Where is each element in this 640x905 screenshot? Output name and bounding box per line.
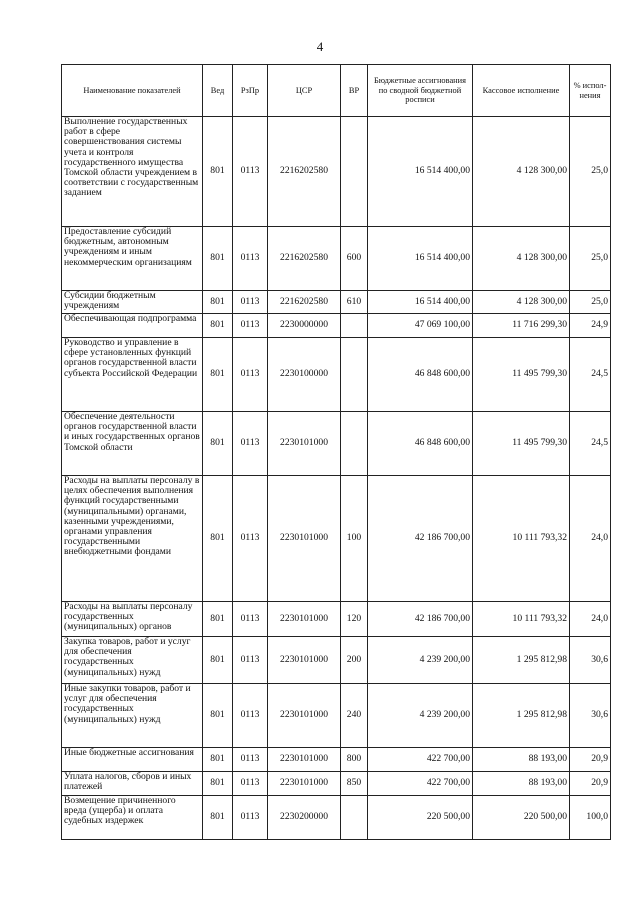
table-row [62, 602, 611, 637]
row-vr [341, 117, 368, 227]
row-cash: 1 295 812,98 [473, 637, 570, 684]
row-cash: 4 128 300,00 [473, 291, 570, 314]
row-csr: 2230101000 [268, 748, 341, 772]
table-row [62, 338, 611, 412]
row-pct: 24,9 [570, 314, 611, 338]
row-vr: 100 [341, 476, 368, 602]
row-vr [341, 796, 368, 840]
row-csr: 2230100000 [268, 338, 341, 412]
row-name: Расходы на выплаты персоналу государственных (муниципальных) органов [62, 602, 203, 637]
row-csr: 2216202580 [268, 117, 341, 227]
row-rzpr: 0113 [233, 772, 268, 796]
row-csr: 2230101000 [268, 637, 341, 684]
row-pct: 24,0 [570, 602, 611, 637]
table-row [62, 412, 611, 476]
row-cash: 11 716 299,30 [473, 314, 570, 338]
row-budget: 4 239 200,00 [368, 684, 473, 748]
header-ved: Вед [203, 65, 233, 117]
row-rzpr: 0113 [233, 684, 268, 748]
row-name: Расходы на выплаты персоналу в целях обеспечения выполнения функций государственными (муниципальными) органами, казенными учреждениями, органами управления государственными внебюджетными фондами [62, 476, 203, 602]
row-name: Руководство и управление в сфере установленных функций органов государственной власти субъекта Российской Федерации [62, 338, 203, 412]
row-rzpr: 0113 [233, 291, 268, 314]
row-budget: 4 239 200,00 [368, 637, 473, 684]
table-row [62, 476, 611, 602]
row-rzpr: 0113 [233, 117, 268, 227]
row-budget: 42 186 700,00 [368, 602, 473, 637]
header-csr: ЦСР [268, 65, 341, 117]
row-ved: 801 [203, 291, 233, 314]
table-row [62, 291, 611, 314]
page-number: 4 [316, 39, 324, 54]
row-ved: 801 [203, 338, 233, 412]
row-name: Иные бюджетные ассигнования [62, 748, 203, 772]
row-pct: 20,9 [570, 772, 611, 796]
row-cash: 220 500,00 [473, 796, 570, 840]
row-ved: 801 [203, 314, 233, 338]
row-rzpr: 0113 [233, 227, 268, 291]
row-budget: 422 700,00 [368, 748, 473, 772]
row-csr: 2230101000 [268, 772, 341, 796]
row-pct: 30,6 [570, 637, 611, 684]
row-name: Субсидии бюджетным учреждениям [62, 291, 203, 314]
row-cash: 1 295 812,98 [473, 684, 570, 748]
table-header-row [62, 65, 611, 117]
row-name: Предоставление субсидий бюджетным, автономным учреждениям и иным некоммерческим организациям [62, 227, 203, 291]
row-name: Иные закупки товаров, работ и услуг для обеспечения государственных (муниципальных) нужд [62, 684, 203, 748]
row-rzpr: 0113 [233, 338, 268, 412]
row-cash: 10 111 793,32 [473, 476, 570, 602]
row-rzpr: 0113 [233, 637, 268, 684]
row-vr: 600 [341, 227, 368, 291]
row-csr: 2230200000 [268, 796, 341, 840]
row-csr: 2216202580 [268, 291, 341, 314]
row-cash: 4 128 300,00 [473, 227, 570, 291]
row-csr: 2230101000 [268, 684, 341, 748]
table-row [62, 748, 611, 772]
row-name: Обеспечивающая подпрограмма [62, 314, 203, 338]
row-budget: 220 500,00 [368, 796, 473, 840]
row-pct: 25,0 [570, 227, 611, 291]
row-rzpr: 0113 [233, 412, 268, 476]
row-cash: 11 495 799,30 [473, 338, 570, 412]
row-ved: 801 [203, 117, 233, 227]
row-name: Закупка товаров, работ и услуг для обеспечения государственных (муниципальных) нужд [62, 637, 203, 684]
header-cash: Кассовое исполнение [473, 65, 570, 117]
table-row [62, 227, 611, 291]
row-vr [341, 338, 368, 412]
row-rzpr: 0113 [233, 748, 268, 772]
row-cash: 4 128 300,00 [473, 117, 570, 227]
row-cash: 11 495 799,30 [473, 412, 570, 476]
row-vr: 240 [341, 684, 368, 748]
table-row [62, 314, 611, 338]
header-rzpr: РзПр [233, 65, 268, 117]
row-budget: 422 700,00 [368, 772, 473, 796]
row-budget: 47 069 100,00 [368, 314, 473, 338]
row-pct: 100,0 [570, 796, 611, 840]
row-ved: 801 [203, 412, 233, 476]
table-row [62, 772, 611, 796]
row-name: Уплата налогов, сборов и иных платежей [62, 772, 203, 796]
header-pct: % испол-нения [570, 65, 611, 117]
budget-execution-table [61, 64, 611, 840]
row-name: Обеспечение деятельности органов государственной власти и иных государственных органов Томской области [62, 412, 203, 476]
row-budget: 42 186 700,00 [368, 476, 473, 602]
header-vr: ВР [341, 65, 368, 117]
row-ved: 801 [203, 748, 233, 772]
row-pct: 20,9 [570, 748, 611, 772]
table-row [62, 684, 611, 748]
table-row [62, 117, 611, 227]
header-budget: Бюджетные ассигнования по сводной бюджетной росписи [368, 65, 473, 117]
row-budget: 16 514 400,00 [368, 117, 473, 227]
row-name: Выполнение государственных работ в сфере совершенствования системы учета и контроля государственного имущества Томской области учреждением в соответствии с государственным заданием [62, 117, 203, 227]
row-name: Возмещение причиненного вреда (ущерба) и оплата судебных издержек [62, 796, 203, 840]
row-ved: 801 [203, 602, 233, 637]
row-pct: 25,0 [570, 117, 611, 227]
row-csr: 2230000000 [268, 314, 341, 338]
row-pct: 24,0 [570, 476, 611, 602]
row-vr [341, 412, 368, 476]
row-cash: 88 193,00 [473, 772, 570, 796]
row-cash: 10 111 793,32 [473, 602, 570, 637]
row-budget: 46 848 600,00 [368, 338, 473, 412]
row-pct: 24,5 [570, 412, 611, 476]
row-csr: 2230101000 [268, 602, 341, 637]
row-ved: 801 [203, 476, 233, 602]
row-vr: 800 [341, 748, 368, 772]
row-vr: 850 [341, 772, 368, 796]
row-csr: 2216202580 [268, 227, 341, 291]
row-vr: 610 [341, 291, 368, 314]
row-ved: 801 [203, 772, 233, 796]
row-csr: 2230101000 [268, 476, 341, 602]
row-cash: 88 193,00 [473, 748, 570, 772]
row-vr: 120 [341, 602, 368, 637]
row-csr: 2230101000 [268, 412, 341, 476]
row-pct: 30,6 [570, 684, 611, 748]
row-pct: 24,5 [570, 338, 611, 412]
row-budget: 16 514 400,00 [368, 291, 473, 314]
header-name: Наименование показателей [62, 65, 203, 117]
row-ved: 801 [203, 637, 233, 684]
row-pct: 25,0 [570, 291, 611, 314]
table-row [62, 796, 611, 840]
row-budget: 16 514 400,00 [368, 227, 473, 291]
row-rzpr: 0113 [233, 476, 268, 602]
row-rzpr: 0113 [233, 314, 268, 338]
table-row [62, 637, 611, 684]
row-vr: 200 [341, 637, 368, 684]
row-ved: 801 [203, 684, 233, 748]
row-budget: 46 848 600,00 [368, 412, 473, 476]
row-rzpr: 0113 [233, 602, 268, 637]
row-rzpr: 0113 [233, 796, 268, 840]
row-ved: 801 [203, 227, 233, 291]
row-vr [341, 314, 368, 338]
row-ved: 801 [203, 796, 233, 840]
